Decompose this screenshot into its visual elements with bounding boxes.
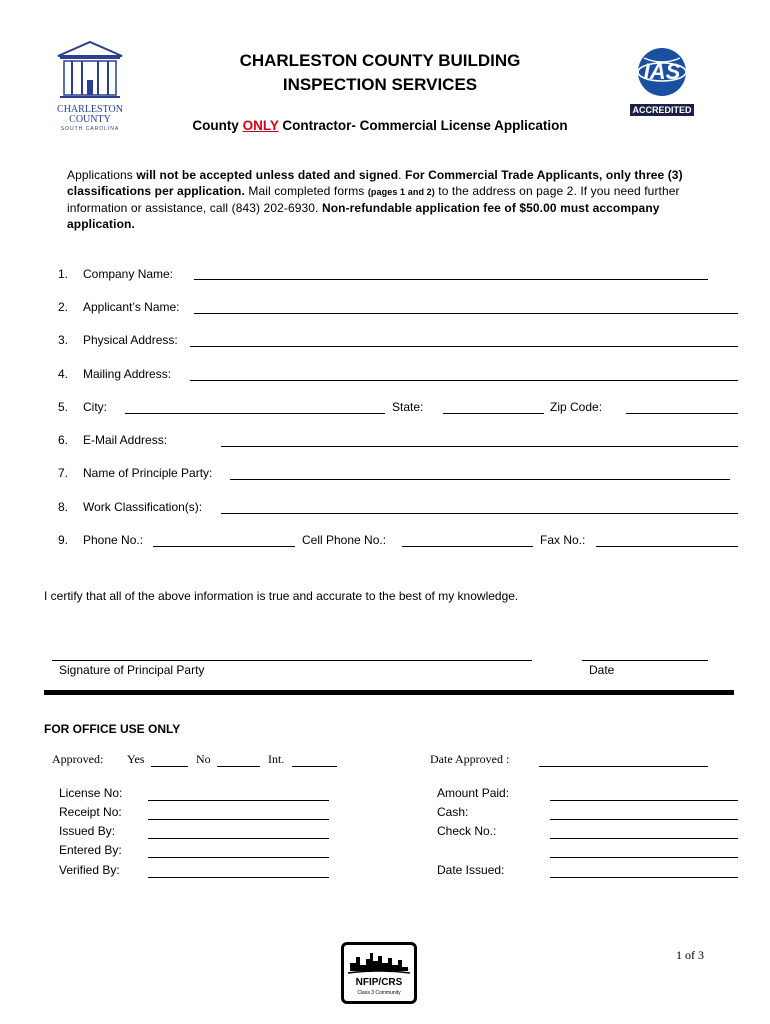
intro-1g: to the address on page 2. If you need further information or assistance, call (843) 202-6930.: [67, 184, 680, 215]
page-number: 1 of 3: [676, 948, 704, 962]
principle-party-field[interactable]: [230, 479, 730, 480]
issued-by-label: Issued By:: [59, 824, 116, 838]
license-no-field[interactable]: [148, 800, 329, 801]
zip-code-label: Zip Code:: [550, 400, 603, 414]
company-name-field[interactable]: [194, 279, 708, 280]
signature-label: Signature of Principal Party: [59, 663, 205, 677]
nfip-crs-subtitle: Class 3 Community: [357, 990, 401, 996]
verified-by-field[interactable]: [148, 877, 329, 878]
ias-badge-text: ACCREDITED: [632, 105, 692, 115]
page-title-line1: CHARLESTON COUNTY BUILDING: [239, 51, 521, 70]
certify-statement: I certify that all of the above information is true and accurate to the best of my knowledge.: [44, 589, 519, 603]
int-field[interactable]: [292, 766, 337, 767]
courthouse-icon: [52, 38, 128, 100]
cell-phone-label: Cell Phone No.:: [302, 533, 387, 547]
intro-1b: will not be accepted unless dated and signed: [136, 168, 399, 182]
company-name-label: Company Name:: [83, 267, 174, 281]
signature-date-label: Date: [589, 663, 615, 677]
email-label: E-Mail Address:: [83, 433, 168, 447]
mailing-address-field[interactable]: [190, 380, 738, 381]
intro-paragraph: [67, 167, 707, 232]
work-classification-label: Work Classification(s):: [83, 500, 203, 514]
license-no-label: License No:: [59, 786, 123, 800]
field-2-num: 2.: [58, 300, 69, 314]
cash-field[interactable]: [550, 819, 738, 820]
logo-text-line3: SOUTH CAROLINA: [60, 126, 120, 132]
cell-phone-field[interactable]: [402, 546, 533, 547]
applicant-name-field[interactable]: [194, 313, 738, 314]
field-1-num: 1.: [58, 267, 69, 281]
field-3-num: 3.: [58, 333, 69, 347]
intro-1c: .: [398, 168, 406, 182]
date-approved-label: Date Approved :: [430, 752, 510, 766]
date-issued-label: Date Issued:: [437, 863, 505, 877]
zip-code-field[interactable]: [626, 413, 738, 414]
intro-1h: Non-refundable application fee of $50.00 must accompany application.: [67, 201, 660, 231]
date-issued-field[interactable]: [550, 877, 738, 878]
charleston-county-logo: [52, 38, 128, 130]
subtitle-post: Contractor- Commercial License Application: [278, 118, 568, 133]
skyline-icon: [344, 947, 414, 975]
ias-accredited-logo: [624, 44, 700, 118]
fax-field[interactable]: [596, 546, 738, 547]
logo-text-line1: CHARLESTON: [57, 104, 123, 115]
city-label: City:: [83, 400, 107, 414]
receipt-no-label: Receipt No:: [59, 805, 122, 819]
amount-paid-field[interactable]: [550, 800, 738, 801]
state-field[interactable]: [443, 413, 544, 414]
logo-text-line2: COUNTY: [69, 114, 111, 125]
fax-label: Fax No.:: [540, 533, 586, 547]
field-6-num: 6.: [58, 433, 69, 447]
signature-field[interactable]: [52, 660, 532, 661]
field-5-num: 5.: [58, 400, 69, 414]
signature-date-field[interactable]: [582, 660, 708, 661]
applicant-name-label: Applicant’s Name:: [83, 300, 180, 314]
office-use-heading: FOR OFFICE USE ONLY: [44, 722, 181, 736]
page-title-line2: INSPECTION SERVICES: [282, 75, 478, 94]
field-9-num: 9.: [58, 533, 69, 547]
receipt-no-field[interactable]: [148, 819, 329, 820]
verified-by-label: Verified By:: [59, 863, 120, 877]
approved-label: Approved:: [52, 752, 104, 766]
intro-1e: Mail completed forms: [244, 184, 368, 198]
nfip-crs-badge: [341, 942, 417, 1004]
phone-label: Phone No.:: [83, 533, 144, 547]
issued-by-field[interactable]: [148, 838, 329, 839]
check-no-field[interactable]: [550, 838, 738, 839]
check-no-label: Check No.:: [437, 824, 497, 838]
no-field[interactable]: [217, 766, 260, 767]
intro-1a: Applications: [67, 168, 137, 182]
mailing-address-label: Mailing Address:: [83, 367, 172, 381]
field-8-num: 8.: [58, 500, 69, 514]
email-field[interactable]: [221, 446, 738, 447]
physical-address-label: Physical Address:: [83, 333, 178, 347]
entered-by-label: Entered By:: [59, 843, 122, 857]
date-approved-field[interactable]: [539, 766, 708, 767]
work-classification-field[interactable]: [221, 513, 738, 514]
intro-1d: For Commercial Trade Applicants, only three (3) classifications per application.: [67, 168, 683, 198]
entered-by-field[interactable]: [148, 857, 329, 858]
intro-1f: (pages 1 and 2): [367, 187, 435, 197]
phone-field[interactable]: [153, 546, 295, 547]
int-label: Int.: [268, 752, 285, 766]
cash-label: Cash:: [437, 805, 469, 819]
field-4-num: 4.: [58, 367, 69, 381]
state-label: State:: [392, 400, 424, 414]
blank-field[interactable]: [550, 857, 738, 858]
principle-party-label: Name of Principle Party:: [83, 466, 213, 480]
physical-address-field[interactable]: [190, 346, 738, 347]
ias-mark: IAS: [643, 59, 681, 84]
nfip-crs-title: NFIP/CRS: [355, 977, 403, 988]
city-field[interactable]: [125, 413, 385, 414]
subtitle-only: ONLY: [242, 118, 279, 133]
no-label: No: [196, 752, 211, 766]
yes-field[interactable]: [151, 766, 188, 767]
page-subtitle: [130, 118, 630, 133]
yes-label: Yes: [127, 752, 145, 766]
field-7-num: 7.: [58, 466, 69, 480]
subtitle-pre: County: [192, 118, 243, 133]
section-divider: [44, 690, 734, 695]
amount-paid-label: Amount Paid:: [437, 786, 510, 800]
